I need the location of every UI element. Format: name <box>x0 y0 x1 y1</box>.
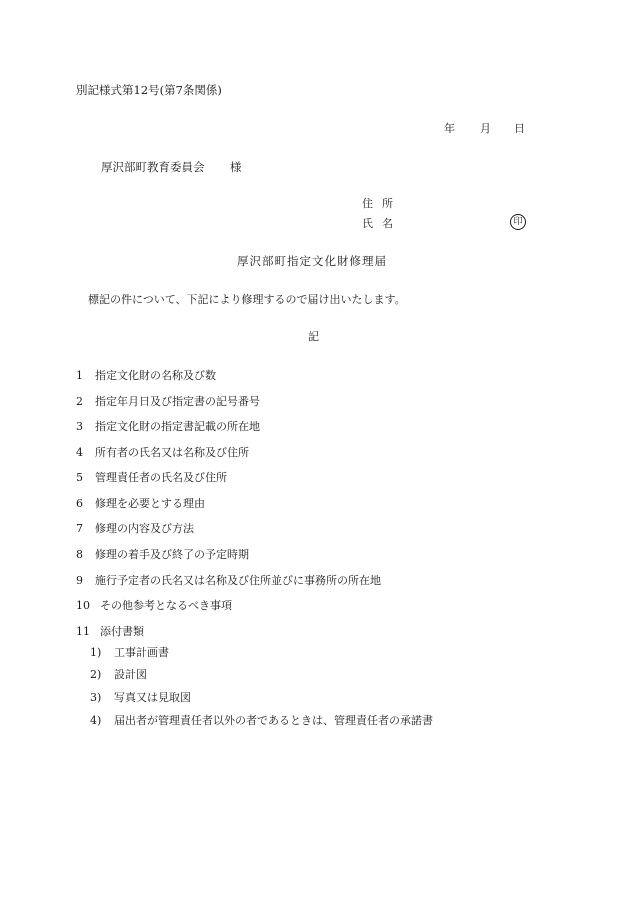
attachment-number: 1) <box>90 646 102 659</box>
attachment-item <box>90 669 147 680</box>
intro-text: 標記の件について、下記により修理するので届け出いたします。 <box>88 293 406 306</box>
list-item <box>76 600 232 611</box>
attachment-item <box>90 692 191 703</box>
item-number: 8 <box>76 548 83 561</box>
list-item <box>76 626 144 637</box>
item-number: 5 <box>76 471 83 484</box>
list-item <box>76 421 260 432</box>
form-number: 別記様式第12号(第7条関係) <box>76 83 222 97</box>
item-text: 指定文化財の名称及び数 <box>95 369 216 382</box>
attachment-text: 設計図 <box>114 668 147 681</box>
item-number: 3 <box>76 420 83 433</box>
attachment-text: 工事計画書 <box>114 646 169 659</box>
list-item <box>76 498 205 509</box>
addressee-name: 厚沢部町教育委員会 <box>101 160 205 174</box>
attachment-item <box>90 647 169 658</box>
list-item <box>76 549 249 560</box>
item-number: 9 <box>76 574 83 587</box>
list-item <box>76 523 194 534</box>
date-day-label: 日 <box>514 122 525 135</box>
item-number: 7 <box>76 522 83 535</box>
seal-mark: 印 <box>510 214 526 230</box>
item-text: 管理責任者の氏名及び住所 <box>95 471 227 484</box>
date-month-label: 月 <box>480 122 491 135</box>
attachment-text: 届出者が管理責任者以外の者であるときは、管理責任者の承諾書 <box>114 714 433 727</box>
list-item <box>76 472 227 483</box>
item-number: 4 <box>76 446 83 459</box>
attachment-text: 写真又は見取図 <box>114 691 191 704</box>
item-number: 1 <box>76 369 83 382</box>
attachment-number: 4) <box>90 714 102 727</box>
document-title: 厚沢部町指定文化財修理届 <box>237 254 387 268</box>
item-text: 修理の内容及び方法 <box>95 522 194 535</box>
applicant-address-label: 住所 <box>362 197 402 210</box>
item-number: 10 <box>76 599 90 612</box>
ki-heading: 記 <box>308 330 319 343</box>
list-item <box>76 396 260 407</box>
item-number: 11 <box>76 625 90 638</box>
item-text: 修理の着手及び終了の予定時期 <box>95 548 249 561</box>
date-year-label: 年 <box>444 122 455 135</box>
item-text: 修理を必要とする理由 <box>95 497 205 510</box>
item-text: 所有者の氏名又は名称及び住所 <box>95 446 249 459</box>
attachment-item <box>90 715 433 726</box>
addressee-suffix: 様 <box>230 160 242 174</box>
list-item <box>76 370 216 381</box>
item-number: 2 <box>76 395 83 408</box>
list-item <box>76 575 381 586</box>
attachment-number: 3) <box>90 691 102 704</box>
attachment-number: 2) <box>90 668 102 681</box>
item-text: 指定文化財の指定書記載の所在地 <box>95 420 260 433</box>
list-item <box>76 447 249 458</box>
item-text: 指定年月日及び指定書の記号番号 <box>95 395 260 408</box>
item-text: 施行予定者の氏名又は名称及び住所並びに事務所の所在地 <box>95 574 381 587</box>
item-text: その他参考となるべき事項 <box>100 599 232 612</box>
item-number: 6 <box>76 497 83 510</box>
applicant-name-label: 氏名 <box>362 217 402 230</box>
item-text: 添付書類 <box>100 625 144 638</box>
